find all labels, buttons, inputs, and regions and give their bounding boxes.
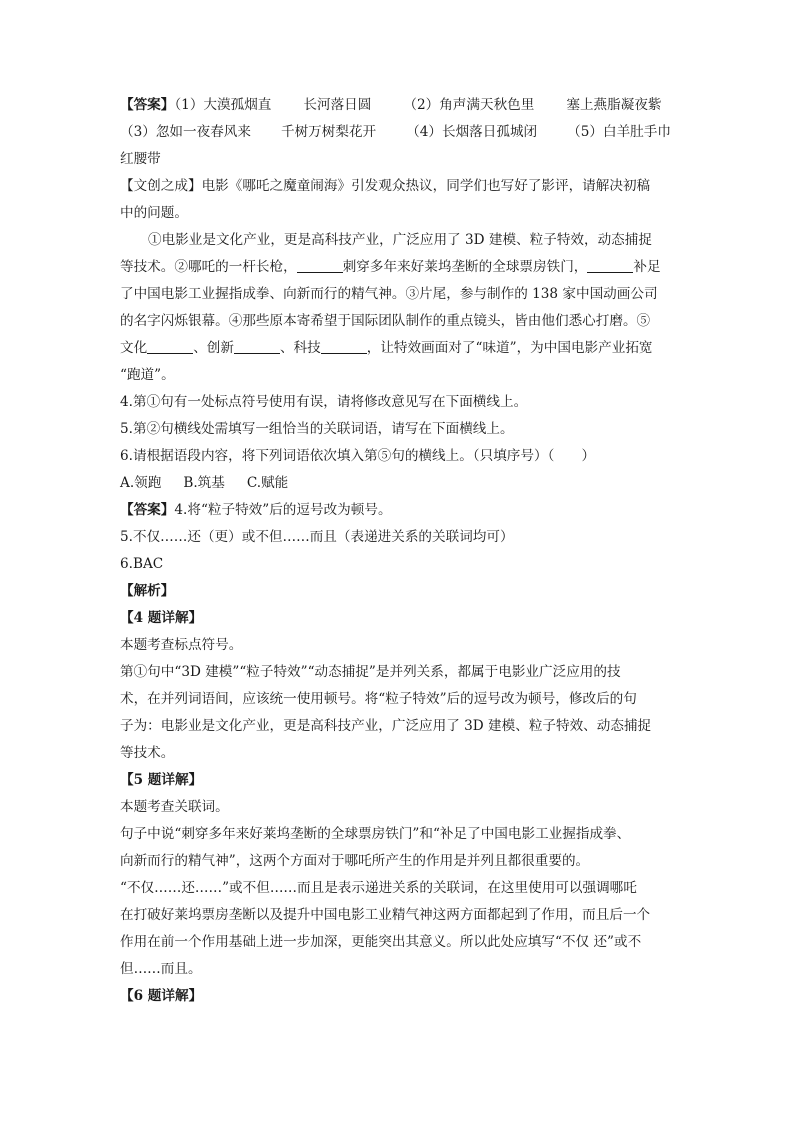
answer-item: 红腰带 [120, 151, 161, 167]
answer-label: 【答案】 [120, 97, 175, 113]
fill-blank [321, 339, 367, 354]
answer-line-3 [120, 146, 676, 173]
document-page [120, 92, 676, 1010]
option-a: A.领跑 [120, 475, 162, 491]
passage-line: ①电影业是文化产业，更是高科技产业，广泛应用了 3D 建模、粒子特效，动态捕捉 [148, 232, 652, 248]
answer-item: （1）大漠孤烟直 [174, 97, 272, 113]
passage-line: 的名字闪烁银幕。④那些原本寄希望于国际团队制作的重点镜头，皆由他们悉心打磨。⑤ [120, 313, 651, 329]
detail-line: 作用在前一个作用基础上进一步加深，更能突出其意义。所以此处应填写“不仅 还”或不 [120, 934, 642, 950]
passage-text: 补足 [633, 259, 661, 275]
wenchuang-label: 【文创之成】 [120, 178, 202, 194]
intro-text: 电影《哪吒之魔童闹海》引发观众热议，同学们也写好了影评，请解决初稿 [201, 178, 651, 194]
detail-line: 本题考查关联词。 [120, 799, 229, 815]
detail-line: 句子中说“刺穿多年来好莱坞垄断的全球票房铁门”和“补足了中国电影工业握指成拳、 [120, 826, 631, 842]
question-6-options [120, 470, 676, 497]
detail-6-title: 【6 题详解】 [120, 988, 203, 1004]
passage-line: “跑道”。 [120, 367, 175, 383]
question-6: 6.请根据语段内容，将下列词语依次填入第⑤句的横线上。（只填序号）（ ） [120, 448, 596, 464]
passage-text: 文化 [120, 340, 148, 356]
detail-5-title: 【5 题详解】 [120, 772, 203, 788]
passage-text: 、创新 [193, 340, 234, 356]
passage-line [120, 335, 676, 362]
option-c: C.赋能 [246, 475, 289, 491]
detail-line: 本题考查标点符号。 [120, 637, 243, 653]
answer-line-2 [120, 119, 676, 146]
answer-line-1 [120, 92, 676, 119]
answer-item: （2）角声满天秋色里 [403, 97, 535, 113]
answer-item: 长河落日圆 [303, 97, 372, 113]
answer-6: 6.BAC [120, 556, 164, 572]
detail-4-title: 【4 题详解】 [120, 610, 203, 626]
passage-text: 刺穿多年来好莱坞垄断的全球票房铁门， [342, 259, 588, 275]
passage-text: ，让特效画面对了“味道”，为中国电影产业拓宽 [366, 340, 653, 356]
fill-blank [587, 258, 633, 273]
detail-line: 术，在并列词语间，应该统一使用顿号。将“粒子特效”后的逗号改为顿号，修改后的句 [120, 691, 637, 707]
passage-line [120, 254, 676, 281]
question-4: 4.第①句有一处标点符号使用有误，请将修改意见写在下面横线上。 [120, 394, 528, 410]
detail-line: 在打破好莱坞票房垄断以及提升中国电影工业精气神这两方面都起到了作用，而且后一个 [120, 907, 651, 923]
passage-text: 、科技 [279, 340, 321, 356]
answer-label: 【答案】 [120, 502, 175, 518]
fill-blank [147, 339, 193, 354]
answer-4 [120, 497, 676, 524]
question-5: 5.第②句横线处需填写一组恰当的关联词语，请写在下面横线上。 [120, 421, 514, 437]
detail-line: 向新而行的精气神”，这两个方面对于哪吒所产生的作用是并列且都很重要的。 [120, 853, 590, 869]
answer-5: 5.不仅……还（更）或不但……而且（表递进关系的关联词均可） [120, 529, 514, 545]
answer-item: （4）长烟落日孤城闭 [406, 124, 538, 140]
intro-text-2: 中的问题。 [120, 205, 188, 221]
option-b: B.筑基 [183, 475, 225, 491]
passage-text: 等技术。②哪吒的一杆长枪， [120, 259, 297, 275]
detail-line: “不仅……还……”或不但……而且是表示递进关系的关联词，在这里使用可以强调哪吒 [120, 880, 637, 896]
answer-text: 4.将“粒子特效”后的逗号改为顿号。 [174, 502, 392, 518]
analysis-label: 【解析】 [120, 583, 175, 599]
detail-line: 但……而且。 [120, 961, 202, 977]
fill-blank [297, 258, 343, 273]
wenchuang-intro [120, 173, 676, 200]
detail-line: 第①句中“3D 建模”“粒子特效”“动态捕捉”是并列关系，都属于电影业广泛应用的技 [120, 664, 621, 680]
answer-item: 千树万树梨花开 [281, 124, 377, 140]
passage-line: 了中国电影工业握指成拳、向新而行的精气神。③片尾，参与制作的 138 家中国动画公司 [120, 286, 658, 302]
detail-line: 子为：电影业是文化产业，更是高科技产业，广泛应用了 3D 建模、粒子特效、动态捕捉 [120, 718, 652, 734]
answer-item: （3）忽如一夜春风来 [120, 124, 251, 140]
answer-item: 塞上燕脂凝夜紫 [566, 97, 662, 113]
answer-item: （5）白羊肚手巾 [567, 124, 671, 140]
fill-blank [234, 339, 280, 354]
detail-line: 等技术。 [120, 745, 175, 761]
